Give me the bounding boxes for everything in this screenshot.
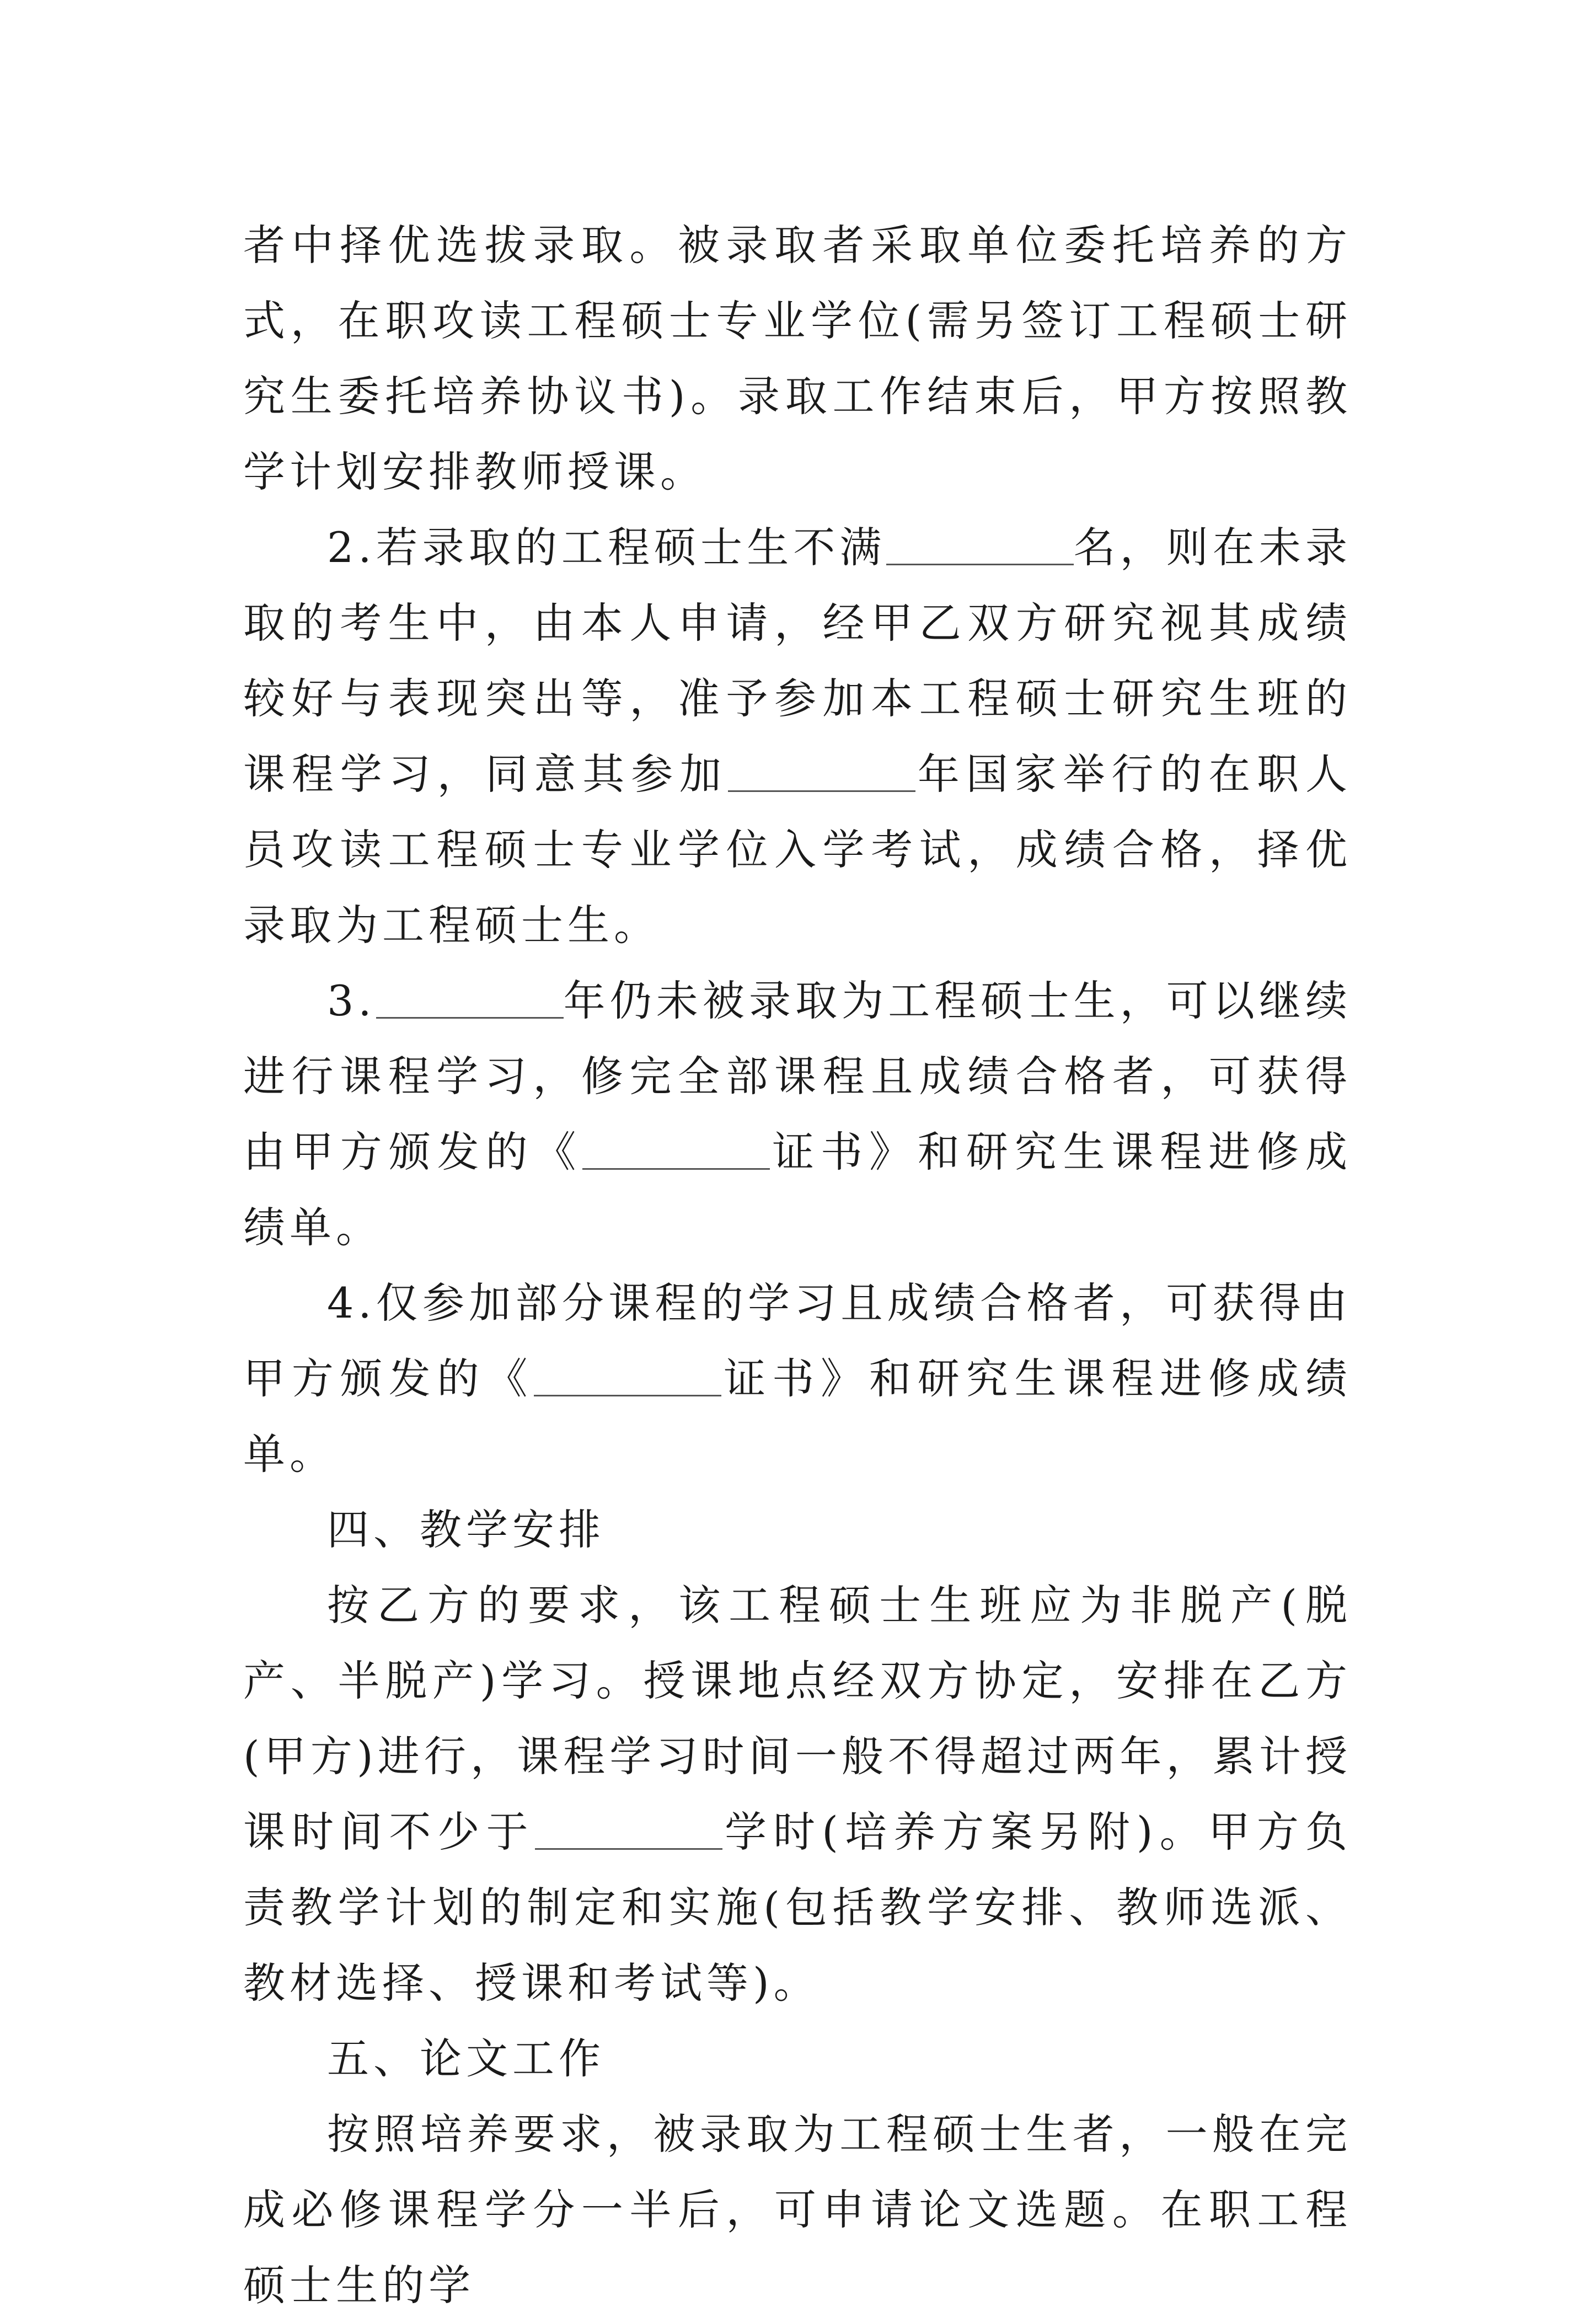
item-2-text-b: 名，则在未录取的考生中，由本人申请，经甲乙双方研究视其成绩较好与表现突出等，准予参加本工程硕士研究生班的课程学习，同意其参加 — [243, 523, 1352, 799]
item-4-text-a: 4.仅参加部分课程的学习且成绩合格者，可获得由甲方颁发的《 — [243, 1278, 1352, 1403]
item-3-text-c: 证书》和研究生课程进修成绩单。 — [243, 1127, 1352, 1252]
blank-year-field — [728, 748, 915, 792]
paragraph-item-3 — [243, 963, 1352, 1265]
document-body — [243, 207, 1352, 2323]
item-3-text-b: 年仍未被录取为工程硕士生，可以继续进行课程学习，修完全部课程且成绩合格者，可获得由甲方颁发的《 — [243, 976, 1352, 1176]
paragraph-item-2 — [243, 510, 1352, 963]
blank-certificate-field — [582, 1126, 770, 1170]
item-2-text-a: 2.若录取的工程硕士生不满 — [327, 523, 886, 572]
teaching-text-b: 学时(培养方案另附)。甲方负责教学计划的制定和实施(包括教学安排、教师选派、教材选择、授课和考试等)。 — [243, 1807, 1352, 2008]
paragraph-item-4 — [243, 1265, 1352, 1492]
paragraph-teaching-arrangement — [243, 1567, 1352, 2021]
section-heading-teaching: 四、教学安排 — [327, 1505, 605, 1554]
item-4-text-b: 证书》和研究生课程进修成绩单。 — [243, 1354, 1352, 1479]
item-2-text-c: 年国家举行的在职人员攻读工程硕士专业学位入学考试，成绩合格，择优录取为工程硕士生。 — [243, 750, 1352, 950]
paragraph-admission-method: 者中择优选拔录取。被录取者采取单位委托培养的方式，在职攻读工程硕士专业学位(需另签订工程硕士研究生委托培养协议书)。录取工作结束后，甲方按照教学计划安排教师授课。 — [243, 221, 1352, 496]
blank-count-field — [886, 522, 1074, 565]
item-3-text-a: 3. — [327, 976, 376, 1025]
teaching-text-a: 按乙方的要求，该工程硕士生班应为非脱产(脱产、半脱产)学习。授课地点经双方协定，安排在乙方(甲方)进行，课程学习时间一般不得超过两年，累计授课时间不少于 — [243, 1581, 1352, 1856]
section-heading-thesis: 五、论文工作 — [327, 2034, 605, 2083]
blank-hours-field — [535, 1806, 722, 1850]
blank-certificate-field-2 — [534, 1353, 721, 1396]
blank-year-field-2 — [376, 975, 564, 1019]
paragraph-thesis-work: 按照培养要求，被录取为工程硕士生者，一般在完成必修课程学分一半后，可申请论文选题。在职工程硕士生的学 — [243, 2110, 1352, 2310]
